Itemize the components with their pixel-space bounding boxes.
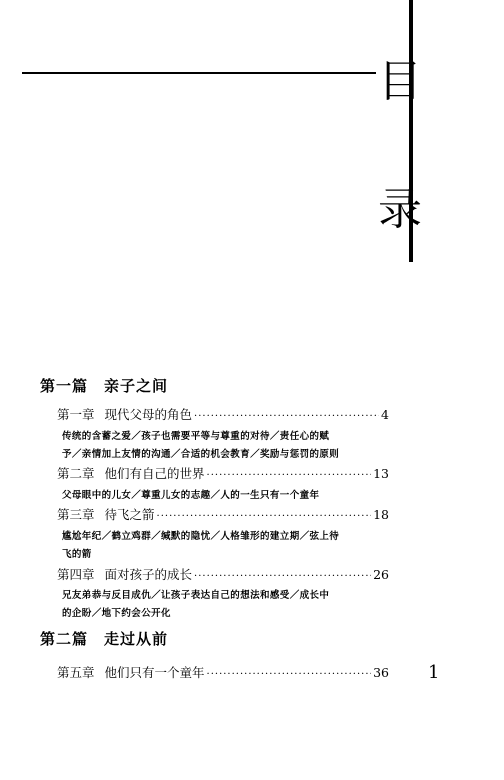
chapter-number: 第四章 [57, 567, 95, 582]
chapter-title: 他们只有一个童年 [104, 665, 205, 680]
chapter-subtopics: 予／亲情加上友情的沟通／合适的机会教育／奖励与惩罚的原则 [62, 449, 340, 460]
chapter-number: 第一章 [57, 407, 95, 422]
chapter-subtopics: 飞的箭 [62, 549, 92, 560]
page-number: 1 [428, 662, 440, 683]
part-2-heading: 第二篇 走过从前 [40, 630, 169, 648]
chapter-title: 现代父母的角色 [104, 407, 193, 422]
toc-entry-ch2[interactable] [57, 464, 389, 482]
page-ref: 13 [373, 466, 389, 481]
title-char-mu: 目 [378, 56, 422, 107]
page-ref: 18 [373, 507, 389, 522]
title-char-lu: 录 [378, 184, 422, 235]
page-ref: 36 [373, 665, 389, 680]
leader-dots [194, 411, 379, 422]
toc-entry-ch5[interactable] [57, 663, 389, 681]
chapter-number: 第二章 [57, 466, 95, 481]
toc-entry-ch4[interactable] [57, 565, 389, 583]
leader-dots [194, 571, 371, 582]
chapter-title: 他们有自己的世界 [104, 466, 205, 481]
chapter-subtopics: 尴尬年纪／鹤立鸡群／缄默的隐忧／人格雏形的建立期／弦上待 [62, 531, 340, 542]
chapter-subtopics: 的企盼／地下约会公开化 [62, 608, 171, 619]
leader-dots [207, 669, 372, 680]
chapter-title: 面对孩子的成长 [104, 567, 193, 582]
chapter-subtopics: 兄友弟恭与反目成仇／让孩子表达自己的想法和感受／成长中 [62, 590, 330, 601]
chapter-number: 第五章 [57, 665, 95, 680]
leader-dots [207, 470, 372, 481]
chapter-subtopics: 传统的含蓄之爱／孩子也需要平等与尊重的对待／责任心的赋 [62, 431, 330, 442]
page-ref: 26 [373, 567, 389, 582]
page-ref: 4 [381, 407, 389, 422]
toc-entry-ch3[interactable] [57, 505, 389, 523]
chapter-title: 待飞之箭 [104, 507, 155, 522]
part-1-heading: 第一篇 亲子之间 [40, 377, 169, 395]
leader-dots [157, 511, 372, 522]
toc-entry-ch1[interactable] [57, 405, 389, 423]
chapter-subtopics: 父母眼中的儿女／尊重儿女的志趣／人的一生只有一个童年 [62, 490, 320, 501]
chapter-number: 第三章 [57, 507, 95, 522]
